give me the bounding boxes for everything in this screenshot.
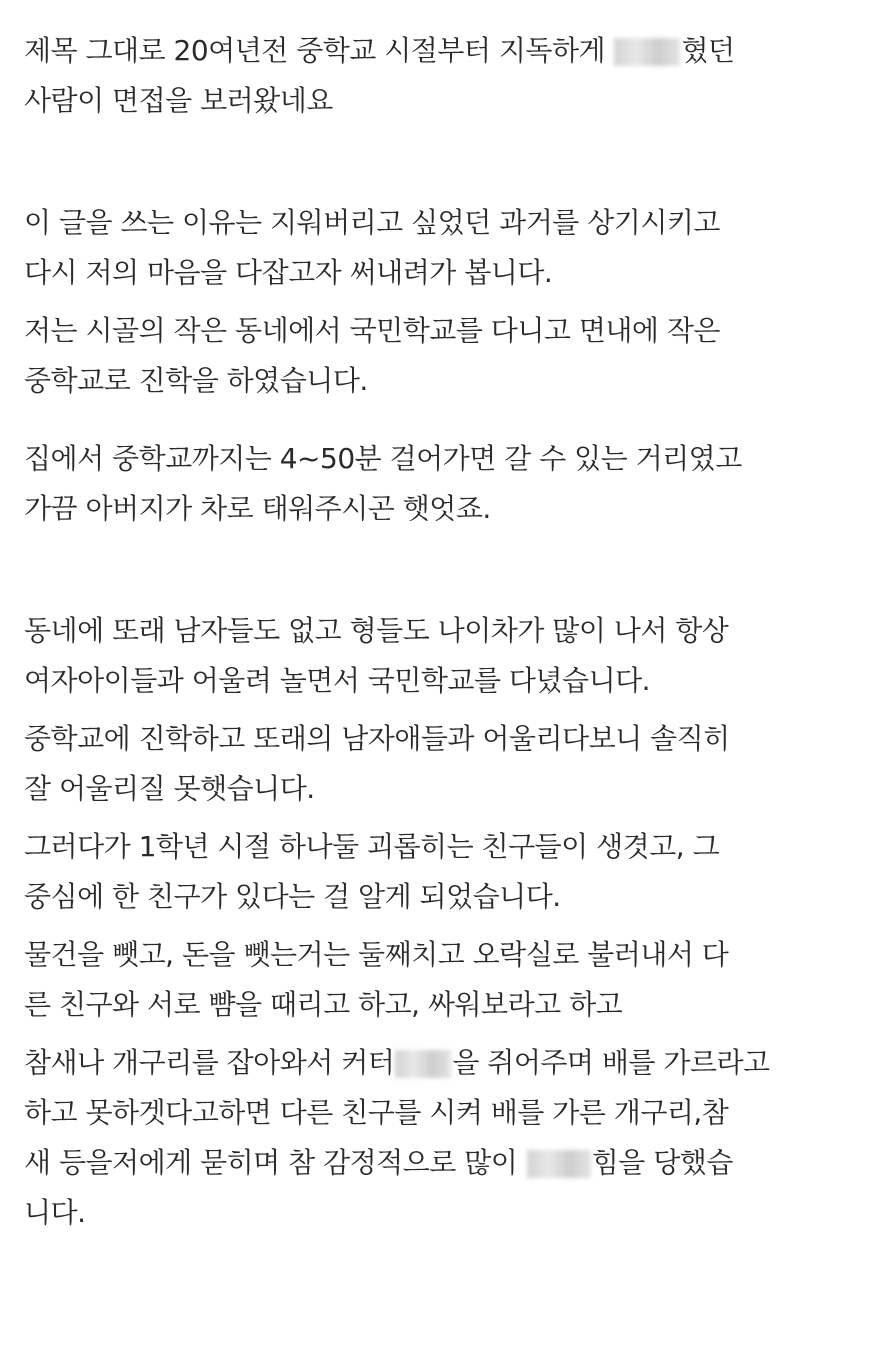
text-line: 제목 그대로 20여년전 중학교 시절부터 지독하게 혔던	[24, 34, 735, 67]
paragraph-gap	[24, 406, 890, 434]
text-line: 하고 못하겟다고하면 다른 친구를 시켜 배를 가른 개구리,참	[24, 1096, 729, 1129]
text-line: 다시 저의 마음을 다잡고자 써내려가 봅니다.	[24, 256, 553, 289]
text-line: 니다.	[24, 1196, 86, 1229]
blurred-word	[614, 38, 680, 66]
text-line: 참새나 개구리를 잡아와서 커터 을 쥐어주며 배를 가르라고	[24, 1046, 770, 1079]
text-line: 여자아이들과 어울려 놀면서 국민학교를 다녔습니다.	[24, 664, 651, 697]
text-line: 중학교로 진학을 하였습니다.	[24, 364, 368, 397]
text-line: 중학교에 진학하고 또래의 남자애들과 어울리다보니 솔직히	[24, 722, 730, 755]
text-line: 잘 어울리질 못햇습니다.	[24, 772, 315, 805]
paragraph-gap	[24, 814, 890, 822]
post-body	[24, 26, 890, 1238]
blurred-word	[395, 1050, 451, 1078]
text-line: 가끔 아버지가 차로 태워주시곤 햇엇죠.	[24, 492, 491, 525]
text-line: 집에서 중학교까지는 4~50분 걸어가면 갈 수 있는 거리였고	[24, 442, 742, 475]
paragraph-gap	[24, 298, 890, 306]
text-line: 른 친구와 서로 뺨을 때리고 하고, 싸워보라고 하고	[24, 988, 623, 1021]
text-line: 중심에 한 친구가 있다는 걸 알게 되었습니다.	[24, 880, 561, 913]
text-line: 이 글을 쓰는 이유는 지워버리고 싶었던 과거를 상기시키고	[24, 206, 720, 239]
text-line: 물건을 뺏고, 돈을 뺏는거는 둘째치고 오락실로 불러내서 다	[24, 938, 729, 971]
text-line: 그러다가 1학년 시절 하나둘 괴롭히는 친구들이 생겻고, 그	[24, 830, 720, 863]
text-line: 사람이 면접을 보러왔네요	[24, 84, 333, 117]
paragraph-gap	[24, 922, 890, 930]
paragraph-gap	[24, 126, 890, 198]
paragraph-gap	[24, 534, 890, 606]
blurred-word	[527, 1150, 591, 1178]
paragraph-gap	[24, 1030, 890, 1038]
text-line: 동네에 또래 남자들도 없고 형들도 나이차가 많이 나서 항상	[24, 614, 729, 647]
text-line: 저는 시골의 작은 동네에서 국민학교를 다니고 면내에 작은	[24, 314, 720, 347]
paragraph-gap	[24, 706, 890, 714]
text-line: 새 등을저에게 묻히며 참 감정적으로 많이 힘을 당했습	[24, 1146, 733, 1179]
